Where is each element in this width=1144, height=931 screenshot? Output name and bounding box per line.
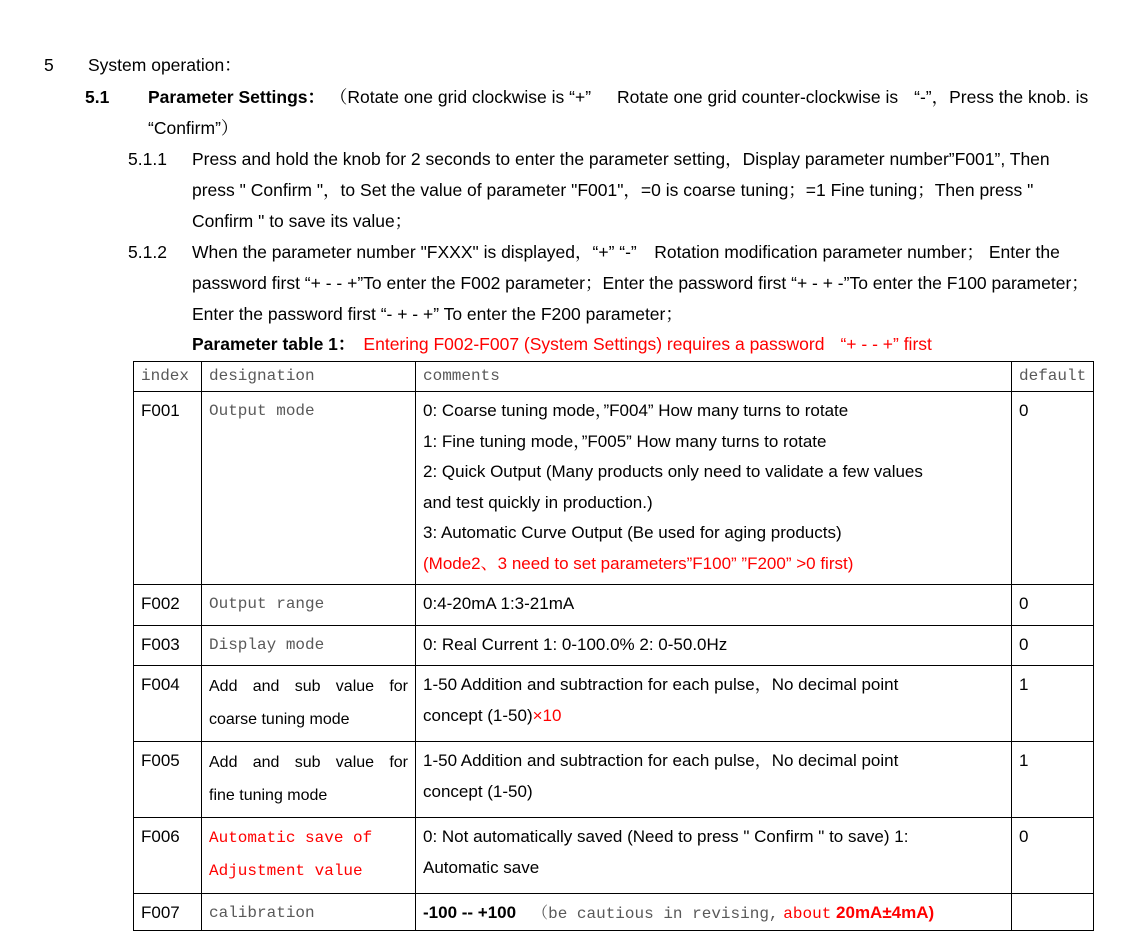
- table-header-row: [134, 362, 1094, 392]
- table-row: [134, 818, 1094, 894]
- table-header-designation: designation: [202, 362, 416, 392]
- section-5-1-label: Parameter Settings：: [148, 87, 326, 107]
- section-5-1-2-paragraph: [0, 237, 1144, 330]
- section-5-number: 5: [44, 55, 54, 75]
- section-5-1-2-line3: the F100 parameter；Enter the password first “- + - +” To enter the F200 parameter；: [192, 273, 1089, 324]
- cell-default: [1012, 894, 1094, 931]
- parameter-table-caption-label: Parameter table 1：: [192, 334, 356, 354]
- section-5-1-2-line2: Enter the password first “+ - - +”To enter the F002 parameter；Enter the password first “+ - + -”To enter: [192, 242, 1060, 293]
- table-row: [134, 666, 1094, 742]
- comment-line2: [423, 777, 1004, 808]
- cell-designation: [202, 666, 416, 742]
- designation-line: fine tuning mode: [209, 787, 328, 804]
- comment-line2: [423, 853, 1004, 884]
- section-5-1-paragraph: [0, 82, 1144, 144]
- comment-line: 0:4-20mA 1:3-21mA: [423, 594, 575, 613]
- table-row: [134, 392, 1094, 585]
- table-row: [134, 585, 1094, 626]
- section-5-1-number: 5.1: [85, 87, 110, 107]
- parameter-table-caption-password: “+ - - +”: [840, 334, 899, 354]
- cell-default: 1: [1012, 666, 1094, 742]
- table-header-index: index: [134, 362, 202, 392]
- cell-designation: Output range: [202, 585, 416, 626]
- cell-designation: [202, 742, 416, 818]
- section-5-heading: [0, 48, 1144, 82]
- cell-default: 0: [1012, 392, 1094, 585]
- table-row: [134, 625, 1094, 666]
- section-5-1-1-line1: Press and hold the knob for 2 seconds to enter the parameter setting，Display parameter number”F001”,: [192, 149, 1006, 169]
- comment-red-mono: about: [783, 905, 832, 923]
- designation-line: Add and sub value for: [209, 754, 408, 771]
- section-5-1-2-line1: When the parameter number "FXXX" is displayed，“+” “-” Rotation modification parameter number；: [192, 242, 984, 262]
- cell-comments: [416, 818, 1012, 894]
- cell-index: F001: [134, 392, 202, 585]
- cell-comments: [416, 625, 1012, 666]
- cell-default: 0: [1012, 625, 1094, 666]
- comment-line: [423, 898, 1004, 930]
- table-header-comments: comments: [416, 362, 1012, 392]
- cell-default: 0: [1012, 585, 1094, 626]
- comment-line: 0: Not automatically saved (Need to press " Confirm " to save) 1:: [423, 827, 909, 846]
- cell-comments: [416, 392, 1012, 585]
- cell-default: 0: [1012, 818, 1094, 894]
- designation-line: coarse tuning mode: [209, 711, 350, 728]
- section-5-1-text-b: Rotate one grid counter-clockwise is: [617, 87, 899, 107]
- table-header-default: default: [1012, 362, 1094, 392]
- section-5-1-1-line2: Then press " Confirm "，to Set the value of parameter "F001"，=0 is coarse tuning；=1 Fine tuning；Then: [192, 149, 1050, 200]
- cell-comments: [416, 666, 1012, 742]
- comment-line2-black: Automatic save: [423, 857, 540, 877]
- cell-index: F005: [134, 742, 202, 818]
- comment-line: 1-50 Addition and subtraction for each pulse，No decimal point: [423, 751, 899, 770]
- comment-bold: -100 -- +100: [423, 903, 517, 922]
- cell-comments: [416, 742, 1012, 818]
- table-row: [134, 894, 1094, 931]
- cell-designation: Output mode: [202, 392, 416, 585]
- section-5-1-1-line3: press " Confirm " to save its value；: [192, 180, 1034, 231]
- comment-line2-black: concept (1-50): [423, 705, 533, 725]
- comment-line: 2: Quick Output (Many products only need to validate a few values: [423, 462, 923, 481]
- cell-index: F007: [134, 894, 202, 931]
- comment-gray: （be cautious in revising,: [532, 905, 779, 923]
- section-5-1-2-number: 5.1.2: [128, 242, 167, 262]
- comment-line: 0: Real Current 1: 0-100.0% 2: 0-50.0Hz: [423, 634, 728, 654]
- designation-line: Adjustment value: [209, 862, 363, 880]
- comment-line: 1-50 Addition and subtraction for each pulse，No decimal point: [423, 675, 899, 694]
- designation-line: Automatic save of: [209, 829, 373, 847]
- section-5-1-1-paragraph: [0, 144, 1144, 237]
- parameter-table-caption-note: Entering F002-F007 (System Settings) requires a password: [363, 334, 825, 354]
- parameter-table-caption: [0, 330, 1144, 361]
- comment-line-red: (Mode2、3 need to set parameters”F100” ”F200” >0 first): [423, 553, 854, 573]
- section-5-1-text-c: “-”，Press the: [914, 87, 1024, 107]
- cell-comments: [416, 894, 1012, 931]
- cell-designation: Display mode: [202, 625, 416, 666]
- parameter-table-caption-note-tail: first: [903, 334, 932, 354]
- comment-line: 0: Coarse tuning mode，”F004” How many turns to rotate: [423, 401, 849, 420]
- comment-line: and test quickly in production.): [423, 492, 653, 512]
- cell-index: F003: [134, 625, 202, 666]
- section-5-1-text-a: （Rotate one grid clockwise is “+”: [329, 87, 592, 107]
- section-5-title: System operation：: [88, 55, 242, 75]
- section-5-1-text-d: knob. is “Confirm”）: [148, 87, 1089, 138]
- comment-line2-red: ×10: [532, 705, 562, 725]
- comment-line2-black: concept (1-50): [423, 781, 533, 801]
- cell-designation: [202, 818, 416, 894]
- cell-designation: calibration: [202, 894, 416, 931]
- cell-index: F006: [134, 818, 202, 894]
- cell-default: 1: [1012, 742, 1094, 818]
- section-5-1-1-number: 5.1.1: [128, 149, 167, 169]
- comment-line: 1: Fine tuning mode，”F005” How many turns to rotate: [423, 431, 827, 451]
- comment-line2: [423, 701, 1004, 732]
- comment-line: 3: Automatic Curve Output (Be used for aging products): [423, 523, 842, 542]
- cell-index: F004: [134, 666, 202, 742]
- designation-line: Add and sub value for: [209, 678, 408, 695]
- parameter-table: [133, 361, 1094, 931]
- comment-red-bold: 20mA±4mA): [836, 903, 935, 922]
- cell-comments: [416, 585, 1012, 626]
- cell-index: F002: [134, 585, 202, 626]
- table-row: [134, 742, 1094, 818]
